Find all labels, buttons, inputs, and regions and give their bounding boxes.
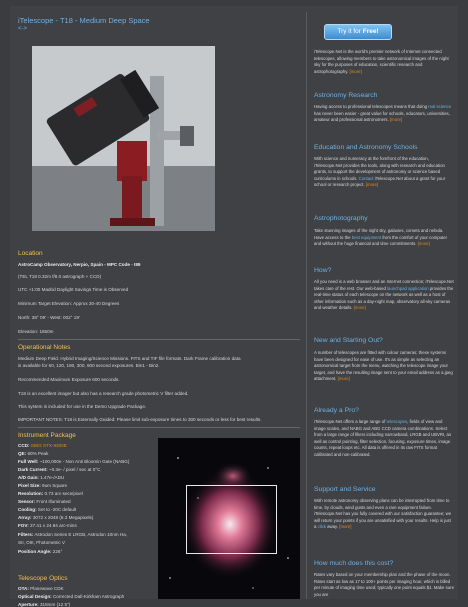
section-heading: New and Starting Out? [314, 337, 383, 344]
section-divider [18, 339, 300, 340]
instrument-spec-row: Position Angle: 226° [18, 549, 63, 554]
instrument-spec-row: Full Well: ~100,000e - Non Anti Bloomin Gate (NABG) [18, 459, 130, 464]
section-paragraph: iTelescope.Net offers a large range of telescopes, fields of view and image scales, and NABG and ABG CCD camera combinations. Select from a large range of filters including narrowband, LRGB and UBVRI, as well as control pointing, filter selection, focusing, exposure times, image counts, repeat loops etc. All data is offered in its raw FITS format calibrated and non-calibrated. [314, 419, 452, 457]
section-heading: Already a Pro? [314, 407, 359, 414]
column-divider [306, 12, 307, 599]
operational-line: Medium Deep Field. Hybrid Imaging/Science Missions. FITS and TIF file formats. Dark Frame calibration data [18, 356, 241, 361]
try-free-button[interactable]: Try it for Free! [324, 24, 392, 40]
location-line: UTC +1:00 Madrid Daylight Savings Time is Observed [18, 287, 129, 292]
inline-link[interactable]: launchpad application [387, 285, 429, 291]
section-paragraph: With remote astronomy observing plans can be interrupted from time to time, by clouds, wind gusts and even a rare equipment failure. iTelescope.Net has you fully covered with our satisfaction guarantee; we will return your points if you are unsatisfied with your results. Help is just a click away. [more] [314, 498, 452, 529]
inline-link[interactable]: Contact [358, 175, 374, 181]
instrument-spec-row: Pixel Size: 9um Square [18, 483, 68, 488]
telescope-details-column [18, 6, 300, 607]
telescope-photo [32, 46, 215, 231]
ccd-link[interactable]: SBIG STX-8300E [30, 443, 67, 448]
instrument-spec-row: Resolution: 0.73 arc-secs/pixel [18, 491, 83, 496]
info-sidebar [314, 6, 454, 599]
page-title: iTelescope - T18 - Medium Deep Space [18, 16, 150, 25]
location-heading: Location [18, 250, 43, 257]
optics-spec-row: Aperture: 318mm (12.5") [18, 602, 71, 607]
operational-line: T18 is an excellent imager but also has a research grade photometric V filter added. [18, 391, 189, 396]
instrument-spec-row: SII, OIII, Photometric V [18, 540, 65, 545]
inline-link[interactable]: real science [428, 104, 452, 109]
field-of-view-box [186, 485, 277, 554]
instrument-spec-row: Filters: Astrodon Series E LRGB, Astrodon 10nm Ha, [18, 532, 128, 537]
section-heading: Astrophotography [314, 215, 368, 222]
instrument-spec-row: Sensor: Front Illuminated [18, 499, 71, 504]
inline-link[interactable]: telescopes [386, 419, 408, 424]
more-link[interactable]: [more] [417, 241, 430, 246]
section-paragraph: With science and numeracy at the forefront of the education, iTelescope.Net provides the tools, along with research and education grants, to support the development of astronomy or science based curriculums in schools. Contact iTelescope.Net about a grant for your school or research project. [more] [314, 156, 446, 187]
orion-nebula-field-image [158, 438, 300, 599]
more-link[interactable]: [more] [389, 117, 403, 122]
section-paragraph: Take stunning images of the night sky, galaxies, comets and nebula. Have access to the best equipment from the comfort of your computer and without the huge financial and time commitments. [more] [314, 228, 448, 246]
page [10, 6, 458, 607]
more-link[interactable]: [more] [339, 524, 352, 529]
section-heading: How? [314, 267, 332, 274]
operational-line: is available for 60, 120, 180, 300, 600 second exposures. Bin1 - Bin2. [18, 363, 160, 368]
location-line: North: 38° 09' - West: 002° 19' [18, 315, 80, 320]
location-line: (TEL T18 0.32m f/8.0 astrograph + CCD) [18, 274, 102, 279]
more-link[interactable]: [more] [365, 182, 379, 187]
prev-next-arrows[interactable]: <-> [18, 26, 28, 32]
instrument-spec-row: Dark Current: ~0.3e- / pixel / sec at 0°C [18, 467, 101, 472]
operational-line: This system is included for use in the Demo Upgrade Package. [18, 404, 147, 409]
instrument-spec-row: A/D Gain: 1.47e-/ADU [18, 475, 65, 480]
instrument-spec-row: Array: 3072 x 2048 (6.3 Megapixels) [18, 515, 94, 520]
operational-line: IMPORTANT NOTES: T18 is Externally Guided: Please limit sub-exposure times to 300 seconds or less for best results. [18, 417, 262, 422]
location-line: AstroCamp Observatory, Nerpio, Spain - MPC Code - I89 [18, 262, 141, 267]
inline-link[interactable]: best equipment [351, 234, 382, 240]
location-line: Minimum Target Elevation: Approx 30-40 Degrees [18, 301, 120, 306]
optics-spec-row: OTA: Planewave CDK [18, 586, 64, 591]
instrument-spec-row: CCD: SBIG STX-8300E [18, 443, 67, 448]
more-link[interactable]: [more] [337, 376, 350, 381]
operational-notes-heading: Operational Notes [18, 344, 71, 351]
section-heading: Astronomy Research [314, 92, 378, 99]
more-link[interactable]: [more] [349, 68, 362, 74]
section-divider [18, 427, 300, 428]
intro-paragraph: iTelescope.Net is the world's premier network of Internet connected telescopes, allowing members to take astronomical images of the night sky for the purposes of education, scientific research and astrophotography. [more] [314, 49, 449, 74]
instrument-spec-row: FOV: 37.41 x 24.94 arc-mins [18, 523, 77, 528]
section-paragraph: Having access to professional telescopes means that doing real science has never been easier - great value for schools, educators, universities, amateur and professional astronomers. [more] [314, 104, 452, 122]
section-paragraph: Rates vary based on your membership plan and the phase of the moon. Rates start as low as 17 to 100+ points per imaging hour, which is billed per minute of imaging time used; typically one point equals $1. Make sure you are [314, 572, 454, 597]
operational-line: Recommended Maximum Exposure 600 seconds. [18, 377, 120, 382]
location-line: Elevation: 1650m [18, 329, 54, 334]
section-heading: How much does this cost? [314, 560, 394, 567]
instrument-heading: Instrument Package [18, 432, 76, 439]
inline-link[interactable]: click [317, 524, 326, 529]
instrument-spec-row: Cooling: Set to -20C default [18, 507, 77, 512]
instrument-spec-row: QE: 60% Peak [18, 451, 49, 456]
section-heading: Education and Astronomy Schools [314, 144, 418, 151]
optics-heading: Telescope Optics [18, 575, 68, 582]
optics-spec-row: Optical Design: Corrected Dall-Kirkham Astrograph [18, 594, 125, 599]
section-paragraph: All you need is a web browser and an Internet connection; iTelescope.Net takes care of the rest. Our web-based launchpad application provides the real-time status of each telescope on the network as well as a host of other information such as a day-night map, observatory all-sky cameras and weather details. [more] [314, 279, 454, 310]
section-paragraph: A number of telescopes are fitted with colour cameras; these systems have been designed for ease of use. It's as simple as selecting an astronomical target from the menu, watching the telescope image your target, and have the resulting image sent to your email address as a jpeg attachment. [more] [314, 350, 453, 381]
section-heading: Support and Service [314, 486, 376, 493]
more-link[interactable]: [more] [353, 305, 366, 310]
